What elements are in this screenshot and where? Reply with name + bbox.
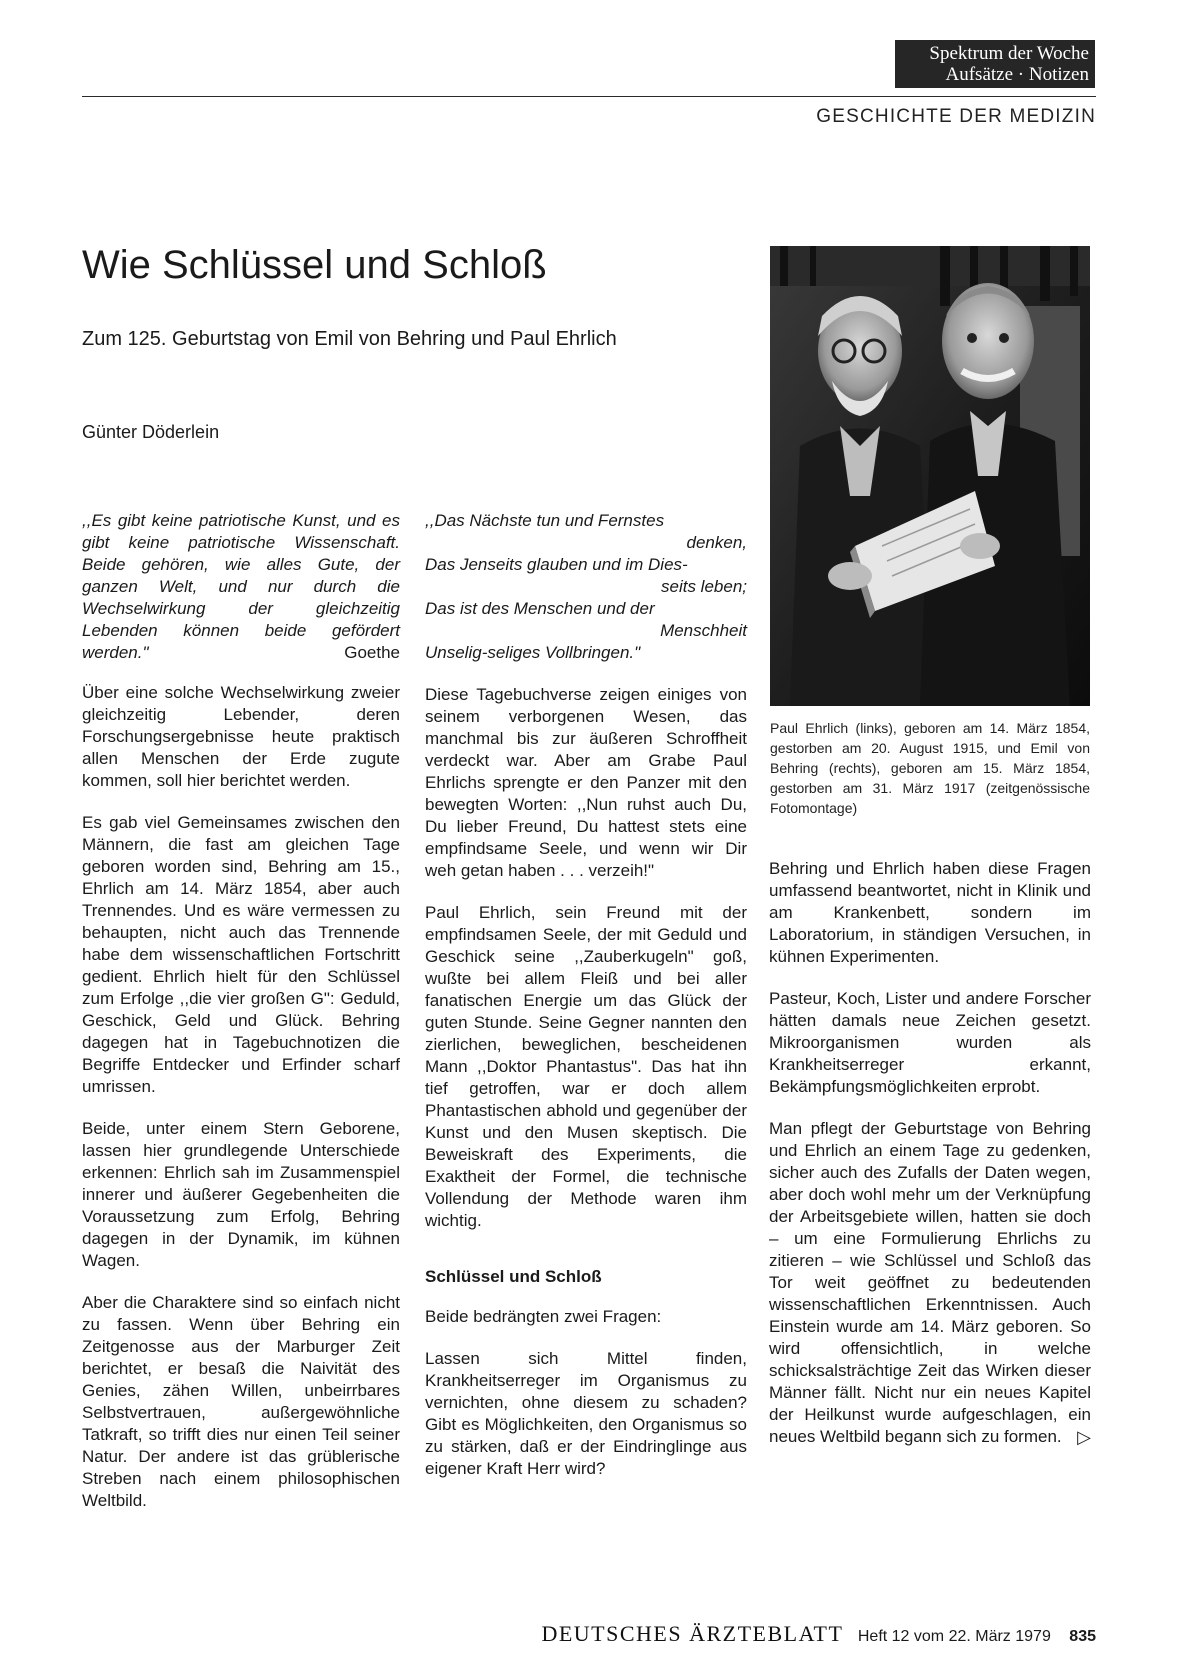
continue-arrow-icon: ▷ [1077,1427,1091,1447]
paragraph-text: Man pflegt der Geburtstage von Behring und Ehrlich an einem Tage zu gedenken, sicher auch des Zufalls der Daten wegen, aber doch wohl mehr um der Verknüpfung der Arbeitsgebiete willen, hatten sie doch – um eine Formulierung Ehrlichs zu zitieren – wie Schlüssel und Schloß das Tor weit geöffnet zu bedeutenden wissenschaftlichen Erkenntnissen. Auch Einstein wurde am 14. März geboren. So wird offensichtlich, in welche schicksalsträchtige Zeit das Wirken dieser Männer fällt. Nicht nur ein neues Kapitel der Heilkunst wurde aufgeschlagen, ein neues Weltbild begann sich zu formen. [769,1119,1091,1446]
paragraph: Es gab viel Gemeinsames zwischen den Männern, die fast am gleichen Tage geboren worden sind, Behring am 15., Ehrlich am 14. März 1854, aber auch Trennendes. Und es wäre vermessen zu behaupten, nicht auch das Trennende habe dem wissenschaftlichen Fortschritt gedient. Ehrlich hielt für den Schlüssel zum Erfolge ,,die vier großen G": Geduld, Geschick, Geld und Glück. Behring dagegen hat in Tagebuchnotizen die Begriffe Entdecker und Erfinder scharf umrissen. [82,813,400,1096]
column-3 [769,858,1091,1468]
goethe-quote-text: ,,Es gibt keine patriotische Kunst, und es gibt keine patriotische Wissenschaft. Beide gehören, wie alles Gute, der ganzen Welt, und nur durch die Wechselwirkung der gleichzeitig Lebenden können beide gefördert werden." [82,511,400,662]
article-title: Wie Schlüssel und Schloß [82,243,547,287]
verse-line: denken, [686,533,747,552]
verse-line: Das ist des Menschen und der [425,599,655,618]
badge-line-2: Aufsätze · Notizen [945,64,1089,85]
diary-verse-quote [425,510,747,664]
portrait-photo [770,246,1090,706]
goethe-quote [82,510,400,664]
page-number: 835 [1069,1628,1096,1645]
verse-line: Das Jenseits glauben und im Dies- [425,555,688,574]
paragraph: Lassen sich Mittel finden, Krankheitserreger im Organismus zu vernichten, ohne diesem zu schaden? Gibt es Möglichkeiten, den Organismus so zu stärken, daß er der Eindringlinge aus eigener Kraft Herr wird? [425,1349,747,1478]
paragraph: Paul Ehrlich, sein Freund mit der empfindsamen Seele, der mit Geduld und Geschick seine ,,Zauberkugeln" goß, wußte bei allem Fleiß und bei aller fanatischen Energie um das Glück der guten Stunde. Seine Gegner nannten den zierlichen, beweglichen, bescheidenen Mann ,,Doktor Phantastus". Das hat ihn tief getroffen, war er doch allem Phantastischen abhold und gegenüber der Kunst und den Musen skeptisch. Die Beweiskraft des Experiments, die Exaktheit der Formel, die technische Vollendung der Methode waren ihm wichtig. [425,903,747,1230]
section-heading: Schlüssel und Schloß [425,1267,602,1286]
portrait-photo-image [770,246,1090,706]
paragraph: Aber die Charaktere sind so einfach nicht zu fassen. Wenn über Behring ein Zeitgenosse aus der Marburger Zeit berichtet, er besaß die Naivität des Genies, zähen Willen, unbeirrbares Selbstvertrauen, außergewöhnliche Tatkraft, so trifft dies nur einen Teil seiner Natur. Der andere ist das grüblerische Streben nach einem philosophischen Weltbild. [82,1293,400,1510]
verse-line: ,,Das Nächste tun und Fernstes [425,511,665,530]
paragraph: Pasteur, Koch, Lister und andere Forscher hätten damals neue Zeichen gesetzt. Mikroorganismen wurden als Krankheitserreger erkannt, Bekämpfungsmöglichkeiten erprobt. [769,989,1091,1096]
column-1 [82,510,400,1532]
issue-info: Heft 12 vom 22. März 1979 [857,1628,1051,1645]
column-2 [425,510,747,1500]
section-badge [895,40,1095,88]
paragraph-last [769,1118,1091,1448]
paragraph: Über eine solche Wechselwirkung zweier gleichzeitig Lebender, deren Forschungsergebnisse heute praktisch allen Menschen der Erde zugute kommen, soll hier berichtet werden. [82,683,400,790]
paragraph: Behring und Ehrlich haben diese Fragen umfassend beantwortet, nicht in Klinik und am Krankenbett, sondern im Laboratorium, in ständigen Versuchen, in kühnen Experimenten. [769,859,1091,966]
verse-line: Menschheit [660,621,747,640]
paragraph: Diese Tagebuchverse zeigen einiges von seinem verborgenen Wesen, das manchmal bis zur äußeren Schroffheit verdeckt war. Aber am Grabe Paul Ehrlichs sprengte er den Panzer mit den bewegten Worten: ,,Nun ruhst auch Du, Du lieber Freund, Du hattest stets eine empfindsame Seele, und wenn wir Dir weh getan haben . . . verzeih!" [425,685,747,880]
page-footer [460,1621,1096,1647]
verse-line: seits leben; [661,577,747,596]
paragraph: Beide, unter einem Stern Geborene, lassen hier grundlegende Unterschiede erkennen: Ehrlich sah im Zusammenspiel innerer und äußerer Gegebenheiten die Voraussetzung zum Erfolg, Behring dagegen in der Dynamik, im kühnen Wagen. [82,1119,400,1270]
article-subtitle: Zum 125. Geburtstag von Emil von Behring und Paul Ehrlich [82,328,617,350]
article-author: Günter Döderlein [82,422,220,442]
top-rule [82,96,1096,97]
photo-caption: Paul Ehrlich (links), geboren am 14. März 1854, gestorben am 20. August 1915, und Emil von Behring (rechts), geboren am 15. März 1854, gestorben am 31. März 1917 (zeitgenössische Fotomontage) [770,720,1090,816]
goethe-quote-source: Goethe [344,643,400,662]
paragraph: Beide bedrängten zwei Fragen: [425,1307,662,1326]
badge-line-1: Spektrum der Woche [929,43,1089,64]
verse-line: Unselig-seliges Vollbringen." [425,643,641,662]
journal-name: DEUTSCHES ÄRZTEBLATT [541,1621,844,1646]
section-label: GESCHICHTE DER MEDIZIN [816,106,1096,127]
